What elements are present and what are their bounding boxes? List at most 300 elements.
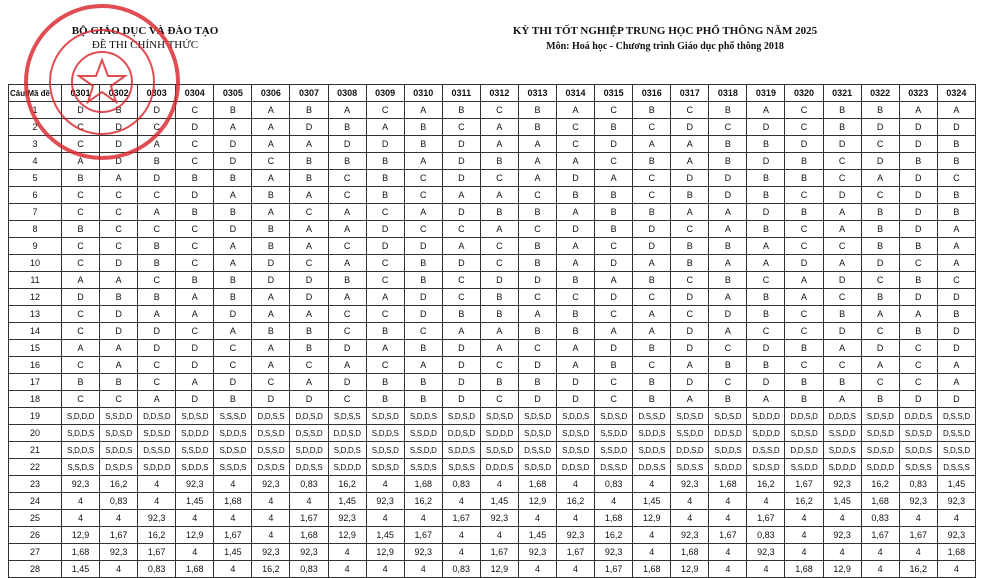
answer-cell: S,D,S,D <box>747 459 785 476</box>
answer-cell: S,D,S,S <box>442 459 480 476</box>
answer-cell: D,D,S,D <box>557 459 595 476</box>
answer-cell: C <box>62 357 100 374</box>
answer-cell: A <box>823 221 861 238</box>
answer-cell: 16,2 <box>252 561 290 578</box>
answer-cell: D <box>100 153 138 170</box>
answer-cell: B <box>252 187 290 204</box>
answer-cell: S,S,D,D <box>404 442 442 459</box>
answer-cell: 92,3 <box>823 527 861 544</box>
answer-cell: B <box>785 374 823 391</box>
answer-cell: C <box>937 170 975 187</box>
answer-cell: A <box>214 119 252 136</box>
answer-cell: A <box>823 340 861 357</box>
answer-cell: 1,45 <box>328 493 366 510</box>
table-row <box>9 391 976 408</box>
answer-cell: B <box>671 187 709 204</box>
answer-cell: B <box>328 119 366 136</box>
answer-cell: A <box>518 136 556 153</box>
answer-cell: A <box>518 170 556 187</box>
exam-code-header: 0311 <box>442 85 480 102</box>
answer-cell: B <box>557 306 595 323</box>
answer-cell: D,D,S,D <box>785 442 823 459</box>
answer-cell: C <box>595 153 633 170</box>
answer-cell: A <box>290 187 328 204</box>
answer-cell: B <box>709 391 747 408</box>
answer-cell: S,D,D,S <box>633 425 671 442</box>
answer-cell: B <box>176 272 214 289</box>
table-row <box>9 272 976 289</box>
answer-cell: A <box>138 306 176 323</box>
question-number: 21 <box>9 442 62 459</box>
table-row <box>9 221 976 238</box>
answer-cell: B <box>480 153 518 170</box>
answer-cell: B <box>861 238 899 255</box>
exam-code-header: 0301 <box>62 85 100 102</box>
answer-cell: C <box>366 102 404 119</box>
answer-cell: C <box>328 238 366 255</box>
answer-cell: D,D,S,D <box>328 425 366 442</box>
answer-cell: D <box>899 204 937 221</box>
answer-cell: 4 <box>557 476 595 493</box>
answer-cell: 1,67 <box>290 510 328 527</box>
answer-cell: 4 <box>633 527 671 544</box>
answer-cell: A <box>861 170 899 187</box>
answer-cell: 92,3 <box>100 544 138 561</box>
answer-cell: S,D,D,D <box>861 459 899 476</box>
answer-cell: 1,68 <box>785 561 823 578</box>
answer-cell: A <box>290 374 328 391</box>
exam-code-header: 0309 <box>366 85 404 102</box>
answer-cell: 12,9 <box>633 510 671 527</box>
answer-cell: D <box>899 187 937 204</box>
answer-cell: D <box>671 340 709 357</box>
answer-cell: A <box>138 204 176 221</box>
answer-cell: D <box>518 357 556 374</box>
header-row <box>9 85 976 102</box>
answer-cell: S,D,D,S <box>176 459 214 476</box>
answer-cell: S,S,D,D <box>100 408 138 425</box>
answer-cell: A <box>671 357 709 374</box>
answer-cell: 4 <box>937 510 975 527</box>
answer-cell: C <box>176 221 214 238</box>
answer-cell: S,S,D,S <box>62 459 100 476</box>
answer-cell: A <box>937 255 975 272</box>
answer-cell: C <box>480 357 518 374</box>
answer-cell: C <box>785 102 823 119</box>
answer-cell: 92,3 <box>937 527 975 544</box>
answer-cell: 92,3 <box>518 544 556 561</box>
answer-cell: 4 <box>442 544 480 561</box>
answer-cell: D <box>442 374 480 391</box>
answer-cell: B <box>404 272 442 289</box>
answer-cell: D <box>823 136 861 153</box>
answer-cell: A <box>747 238 785 255</box>
answer-cell: D <box>62 102 100 119</box>
table-row <box>9 425 976 442</box>
answer-cell: A <box>633 255 671 272</box>
answer-cell: 92,3 <box>328 510 366 527</box>
answer-cell: 4 <box>518 561 556 578</box>
answer-cell: S,D,S,D <box>366 459 404 476</box>
answer-cell: 4 <box>899 544 937 561</box>
answer-cell: D,D,S,S <box>633 459 671 476</box>
answer-cell: 4 <box>328 544 366 561</box>
answer-cell: A <box>442 323 480 340</box>
answer-cell: 1,67 <box>480 544 518 561</box>
answer-cell: B <box>62 374 100 391</box>
answer-cell: S,D,D,D <box>747 408 785 425</box>
answer-cell: C <box>328 170 366 187</box>
answer-cell: 4 <box>823 544 861 561</box>
answer-cell: D <box>366 221 404 238</box>
answer-cell: A <box>557 357 595 374</box>
answer-cell: S,S,D,S <box>214 459 252 476</box>
answer-cell: B <box>595 187 633 204</box>
answer-cell: B <box>100 374 138 391</box>
answer-cell: D <box>138 323 176 340</box>
answer-cell: D,D,S,D <box>138 408 176 425</box>
answer-cell: 16,2 <box>785 493 823 510</box>
table-row <box>9 527 976 544</box>
answer-cell: 1,45 <box>366 527 404 544</box>
answer-cell: A <box>328 221 366 238</box>
answer-cell: C <box>671 306 709 323</box>
answer-cell: A <box>480 340 518 357</box>
answer-cell: C <box>252 153 290 170</box>
answer-cell: C <box>480 238 518 255</box>
answer-cell: D <box>176 187 214 204</box>
answer-cell: D,S,S,D <box>633 408 671 425</box>
question-number: 1 <box>9 102 62 119</box>
answer-cell: C <box>442 119 480 136</box>
answer-cell: 16,2 <box>747 476 785 493</box>
answer-cell: B <box>747 187 785 204</box>
answer-cell: C <box>861 136 899 153</box>
answer-cell: C <box>785 306 823 323</box>
answer-cell: A <box>709 204 747 221</box>
answer-cell: B <box>404 340 442 357</box>
answer-cell: A <box>214 255 252 272</box>
answer-cell: A <box>633 306 671 323</box>
answer-cell: A <box>328 289 366 306</box>
answer-cell: B <box>937 204 975 221</box>
answer-cell: D <box>671 374 709 391</box>
answer-cell: D,S,S,D <box>252 425 290 442</box>
answer-cell: 4 <box>290 493 328 510</box>
answer-cell: 12,9 <box>823 561 861 578</box>
question-number: 15 <box>9 340 62 357</box>
answer-cell: D <box>937 323 975 340</box>
answer-cell: D <box>709 187 747 204</box>
answer-cell: S,D,D,S <box>214 425 252 442</box>
answer-cell: 1,45 <box>937 476 975 493</box>
corner-header: Câu\Mã đề <box>9 85 62 102</box>
answer-cell: B <box>404 391 442 408</box>
answer-cell: C <box>480 170 518 187</box>
answer-cell: 16,2 <box>138 527 176 544</box>
answer-cell: B <box>62 221 100 238</box>
answer-cell: C <box>861 323 899 340</box>
question-number: 24 <box>9 493 62 510</box>
answer-cell: B <box>138 238 176 255</box>
answer-cell: 92,3 <box>937 493 975 510</box>
answer-cell: C <box>899 357 937 374</box>
answer-cell: C <box>176 102 214 119</box>
answer-cell: C <box>633 289 671 306</box>
answer-cell: S,D,S,D <box>100 425 138 442</box>
answer-cell: C <box>823 153 861 170</box>
exam-code-header: 0305 <box>214 85 252 102</box>
question-number: 7 <box>9 204 62 221</box>
table-row <box>9 340 976 357</box>
answer-cell: 1,67 <box>100 527 138 544</box>
question-number: 11 <box>9 272 62 289</box>
answer-cell: B <box>366 391 404 408</box>
answer-cell: A <box>937 221 975 238</box>
answer-cell: C <box>62 204 100 221</box>
answer-cell: C <box>899 340 937 357</box>
answer-cell: C <box>823 170 861 187</box>
answer-cell: C <box>176 136 214 153</box>
answer-cell: 4 <box>214 510 252 527</box>
answer-cell: D <box>442 136 480 153</box>
answer-cell: S,D,D,S <box>442 442 480 459</box>
answer-cell: A <box>709 289 747 306</box>
question-number: 25 <box>9 510 62 527</box>
answer-cell: A <box>290 238 328 255</box>
answer-cell: A <box>557 204 595 221</box>
answer-cell: S,D,S,D <box>595 408 633 425</box>
answer-cell: C <box>480 391 518 408</box>
answer-cell: D <box>100 323 138 340</box>
answer-cell: C <box>823 357 861 374</box>
answer-cell: B <box>861 204 899 221</box>
table-row <box>9 408 976 425</box>
answer-cell: S,D,D,D <box>290 442 328 459</box>
answer-cell: S,D,D,S <box>366 425 404 442</box>
answer-cell: A <box>557 340 595 357</box>
question-number: 9 <box>9 238 62 255</box>
answer-cell: C <box>557 289 595 306</box>
answer-cell: S,D,S,D <box>138 425 176 442</box>
answer-cell: 92,3 <box>62 476 100 493</box>
table-row <box>9 238 976 255</box>
answer-cell: B <box>290 170 328 187</box>
answer-cell: 4 <box>633 544 671 561</box>
answer-cell: 4 <box>138 493 176 510</box>
answer-cell: C <box>518 187 556 204</box>
answer-cell: 4 <box>671 493 709 510</box>
answer-cell: 4 <box>252 510 290 527</box>
answer-cell: C <box>366 357 404 374</box>
answer-cell: D <box>747 153 785 170</box>
answer-cell: B <box>671 255 709 272</box>
answer-cell: A <box>480 187 518 204</box>
answer-cell: 4 <box>557 561 595 578</box>
answer-cell: A <box>442 238 480 255</box>
answer-cell: D <box>823 323 861 340</box>
answer-cell: 4 <box>785 510 823 527</box>
answer-cell: S,D,S,D <box>937 442 975 459</box>
answer-cell: S,D,S,D <box>518 459 556 476</box>
answer-cell: B <box>595 119 633 136</box>
answer-cell: A <box>709 323 747 340</box>
answer-cell: A <box>404 153 442 170</box>
answer-cell: C <box>518 289 556 306</box>
exam-code-header: 0317 <box>671 85 709 102</box>
answer-cell: A <box>823 255 861 272</box>
exam-code-header: 0312 <box>480 85 518 102</box>
answer-cell: A <box>252 340 290 357</box>
answer-cell: A <box>899 306 937 323</box>
question-number: 8 <box>9 221 62 238</box>
answer-cell: 4 <box>328 561 366 578</box>
answer-cell: C <box>366 306 404 323</box>
answer-cell: S,D,S,D <box>557 442 595 459</box>
answer-cell: C <box>366 255 404 272</box>
answer-cell: 1,68 <box>62 544 100 561</box>
answer-cell: A <box>252 289 290 306</box>
answer-cell: B <box>214 272 252 289</box>
answer-cell: C <box>633 187 671 204</box>
answer-cell: D <box>176 340 214 357</box>
answer-cell: D <box>937 340 975 357</box>
answer-cell: S,D,S,D <box>861 442 899 459</box>
answer-cell: A <box>138 136 176 153</box>
answer-cell: C <box>785 323 823 340</box>
answer-cell: A <box>823 391 861 408</box>
answer-cell: D <box>214 374 252 391</box>
answer-cell: D <box>709 306 747 323</box>
answer-cell: 12,9 <box>671 561 709 578</box>
answer-cell: B <box>899 153 937 170</box>
answer-cell: D <box>861 340 899 357</box>
answer-cell: B <box>823 102 861 119</box>
answer-cell: A <box>518 153 556 170</box>
answer-cell: B <box>861 221 899 238</box>
table-row <box>9 476 976 493</box>
answer-cell: 4 <box>861 561 899 578</box>
answer-cell: B <box>633 102 671 119</box>
table-row <box>9 323 976 340</box>
answer-cell: C <box>442 289 480 306</box>
answer-cell: S,D,D,D <box>709 459 747 476</box>
answer-cell: A <box>100 357 138 374</box>
answer-cell: 4 <box>709 561 747 578</box>
answer-cell: S,D,S,D <box>861 408 899 425</box>
answer-cell: C <box>671 102 709 119</box>
answer-cell: C <box>404 323 442 340</box>
answer-cell: 1,67 <box>557 544 595 561</box>
answer-cell: C <box>518 221 556 238</box>
answer-cell: B <box>861 289 899 306</box>
answer-cell: D <box>138 102 176 119</box>
answer-cell: B <box>518 323 556 340</box>
answer-cell: B <box>366 374 404 391</box>
answer-cell: S,S,D,D <box>823 425 861 442</box>
answer-cell: D,S,S,D <box>595 459 633 476</box>
answer-cell: D <box>899 170 937 187</box>
answer-cell: 92,3 <box>557 527 595 544</box>
answer-cell: D,S,D,S <box>252 459 290 476</box>
answer-cell: D <box>214 221 252 238</box>
answer-cell: 92,3 <box>595 544 633 561</box>
answer-cell: S,D,D,S <box>328 442 366 459</box>
answer-cell: S,D,D,D <box>823 459 861 476</box>
answer-cell: B <box>518 238 556 255</box>
answer-cell: A <box>595 323 633 340</box>
answer-cell: B <box>290 340 328 357</box>
table-row <box>9 357 976 374</box>
answer-cell: D <box>595 289 633 306</box>
answer-cell: C <box>671 221 709 238</box>
answer-cell: B <box>176 204 214 221</box>
question-number: 26 <box>9 527 62 544</box>
answer-cell: S,D,S,D <box>785 425 823 442</box>
answer-cell: B <box>442 102 480 119</box>
answer-cell: 1,68 <box>633 561 671 578</box>
answer-cell: A <box>557 102 595 119</box>
exam-code-header: 0307 <box>290 85 328 102</box>
question-number: 2 <box>9 119 62 136</box>
answer-cell: A <box>595 272 633 289</box>
answer-cell: A <box>633 323 671 340</box>
answer-cell: C <box>518 340 556 357</box>
answer-cell: A <box>328 204 366 221</box>
answer-cell: D <box>747 204 785 221</box>
answer-cell: A <box>861 306 899 323</box>
answer-cell: A <box>404 357 442 374</box>
answer-cell: S,D,S,S <box>899 459 937 476</box>
table-row <box>9 102 976 119</box>
answer-cell: A <box>709 221 747 238</box>
answer-cell: D <box>404 238 442 255</box>
exam-code-header: 0318 <box>709 85 747 102</box>
answer-cell: 4 <box>252 527 290 544</box>
answer-cell: A <box>214 323 252 340</box>
answer-cell: C <box>366 272 404 289</box>
table-row <box>9 255 976 272</box>
answer-cell: S,D,D,S <box>404 408 442 425</box>
answer-cell: A <box>709 255 747 272</box>
answer-cell: D <box>671 289 709 306</box>
answer-cell: C <box>899 374 937 391</box>
answer-cell: D <box>252 255 290 272</box>
answer-cell: 4 <box>62 510 100 527</box>
answer-cell: B <box>823 306 861 323</box>
answer-cell: 4 <box>252 493 290 510</box>
answer-cell: 92,3 <box>176 476 214 493</box>
answer-cell: S,S,D,D <box>404 425 442 442</box>
answer-cell: D <box>100 119 138 136</box>
answer-cell: D,D,S,S <box>252 408 290 425</box>
answer-cell: 0,83 <box>899 476 937 493</box>
answer-cell: 1,45 <box>62 561 100 578</box>
answer-cell: D <box>290 119 328 136</box>
answer-cell: B <box>404 374 442 391</box>
exam-code-header: 0302 <box>100 85 138 102</box>
answer-cell: S,D,S,D <box>671 408 709 425</box>
answer-cell: B <box>62 170 100 187</box>
answer-cell: B <box>633 272 671 289</box>
answer-cell: C <box>442 221 480 238</box>
answer-cell: 92,3 <box>747 544 785 561</box>
answer-cell: C <box>442 272 480 289</box>
answer-cell: A <box>480 221 518 238</box>
answer-cell: C <box>709 340 747 357</box>
answer-cell: S,D,D,D <box>176 425 214 442</box>
answer-cell: A <box>480 323 518 340</box>
